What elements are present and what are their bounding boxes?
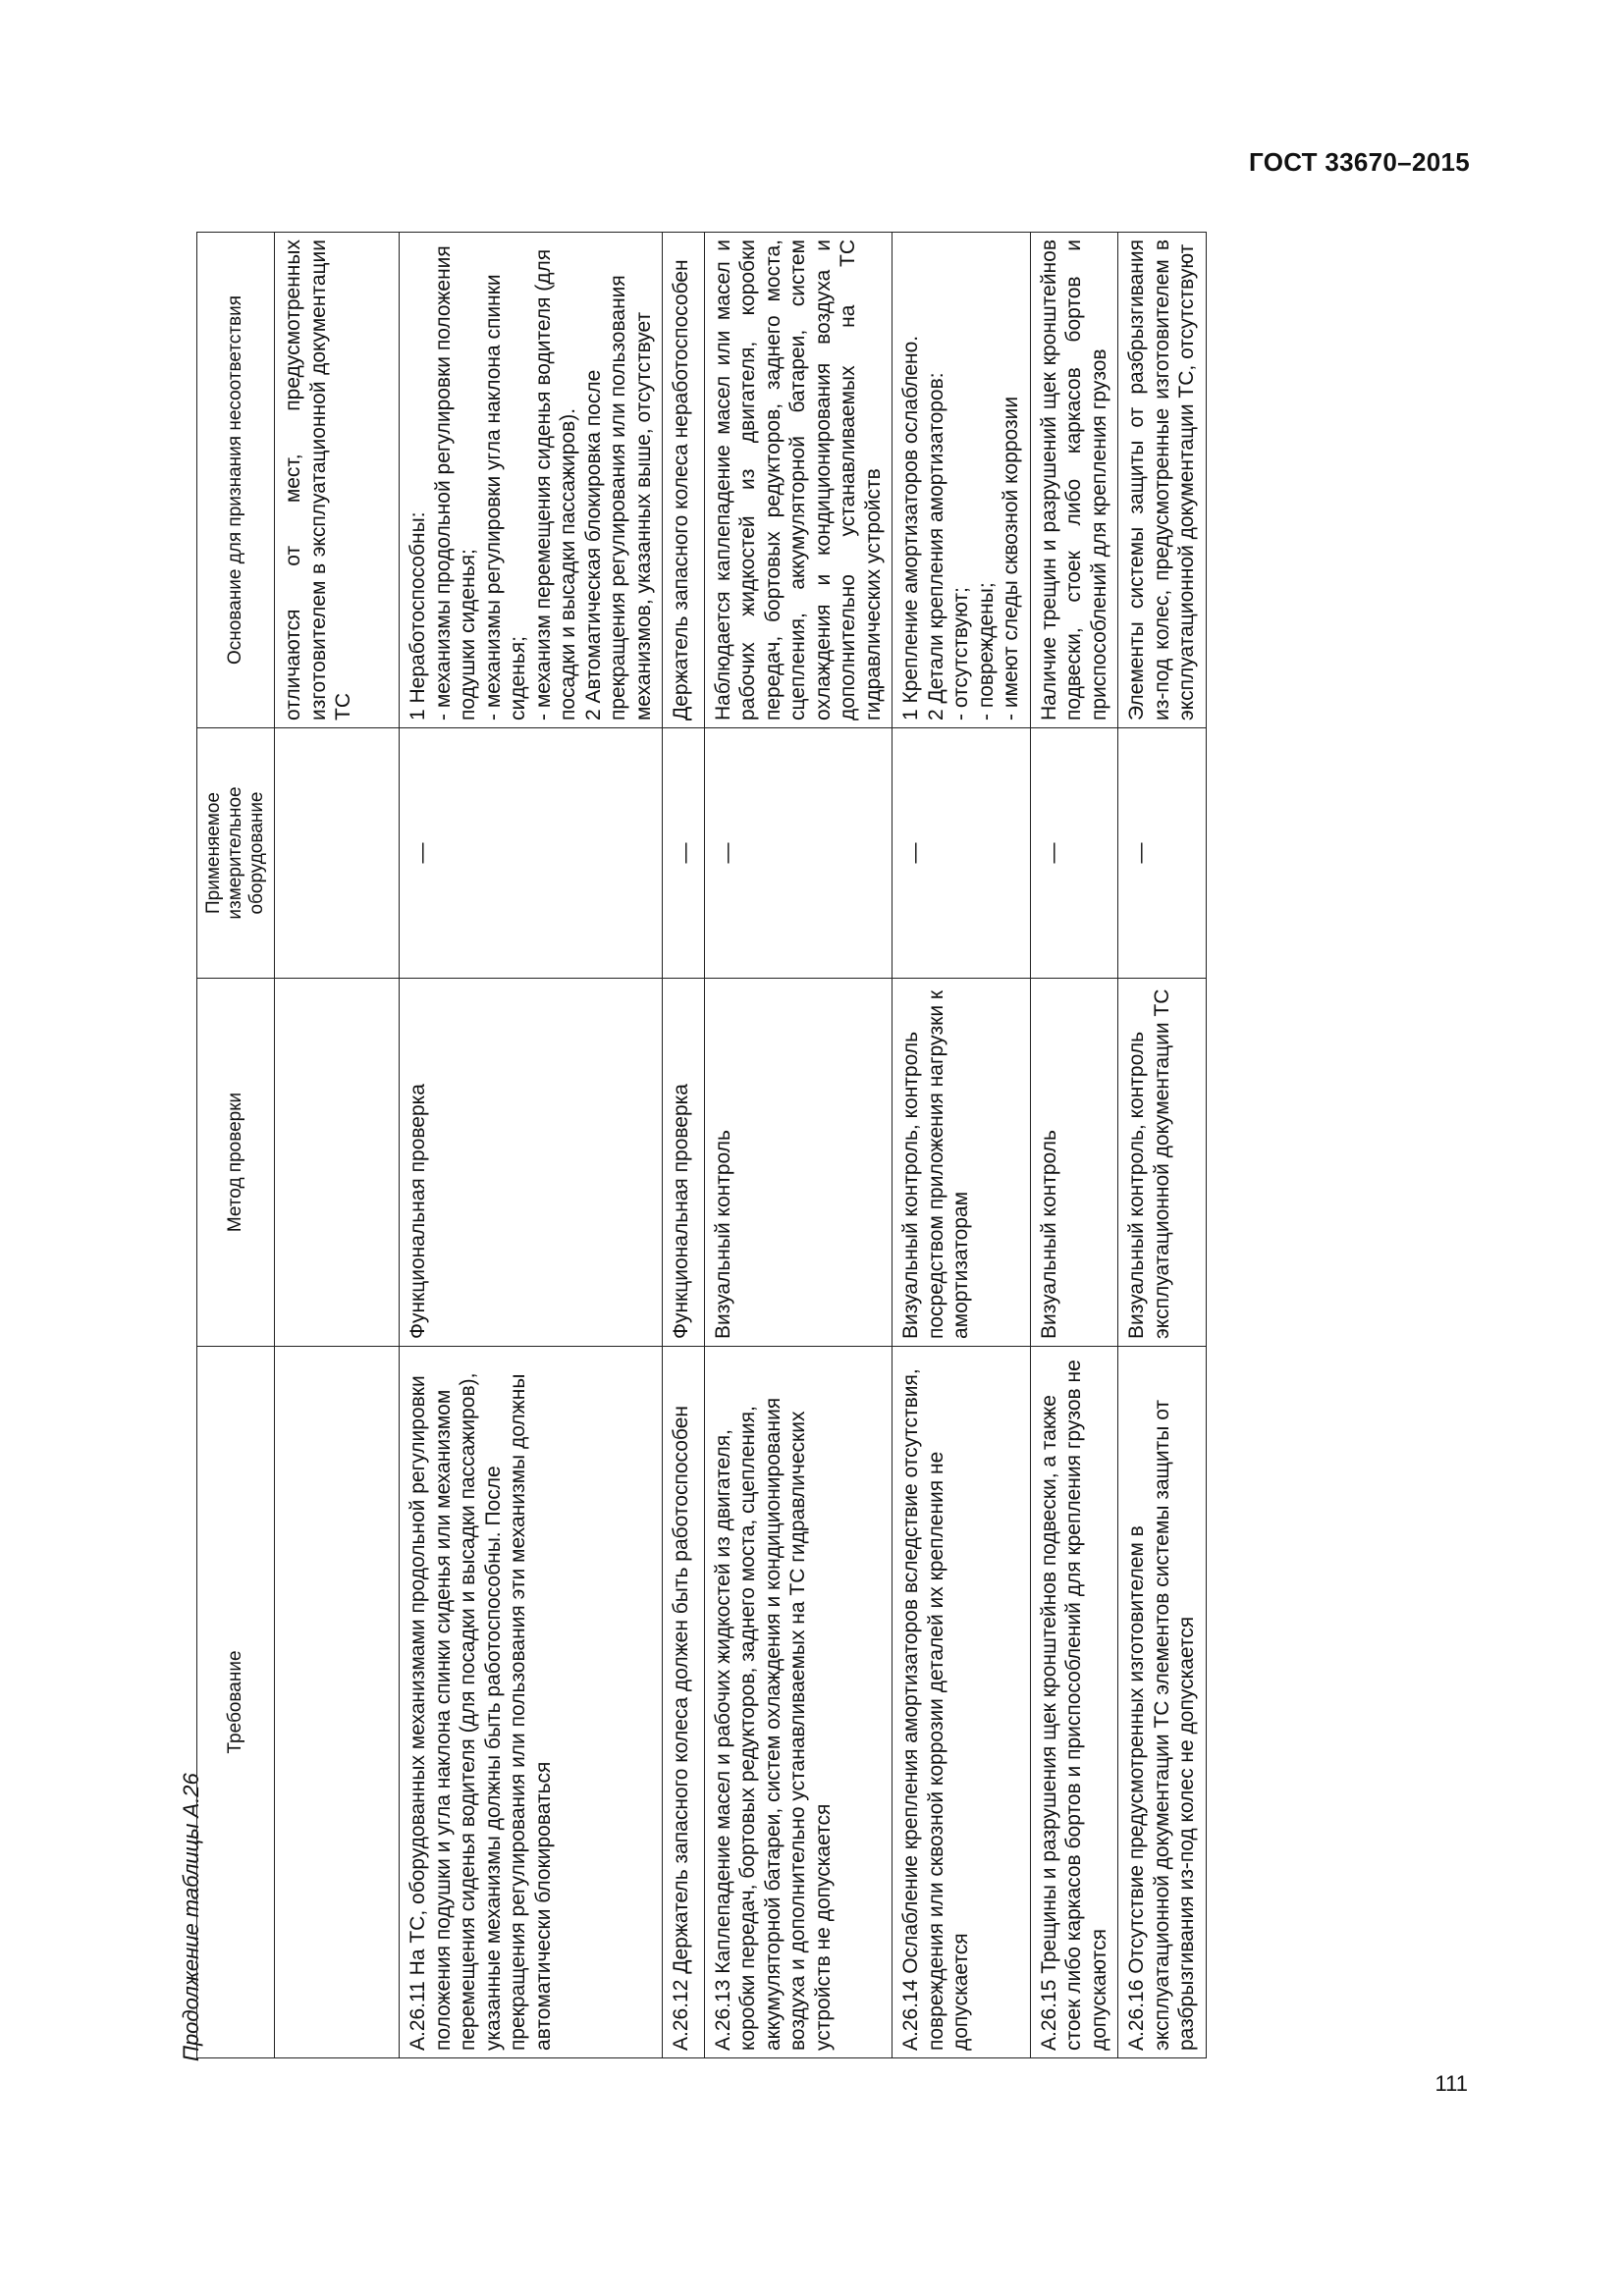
cell-equipment: — [400,728,663,979]
document-header: ГОСТ 33670–2015 [1249,147,1470,177]
cell-equipment: — [663,728,705,979]
cell-basis: Элементы системы защиты от разбрызгивания из-под колес, предусмотренные изготовителем в эксплуатационной документации ТС, отсутствуют [1118,233,1207,728]
column-header-basis: Основание для признания несоответствия [197,233,275,728]
cell-basis: Держатель запасного колеса неработоспособен [663,233,705,728]
cell-equipment: — [1030,728,1118,979]
cell-requirement: А.26.13 Каплепадение масел и рабочих жидкостей из двигателя, коробки передач, бортовых редукторов, заднего моста, сцепления, аккумуляторной батареи, систем охлаждения и кондиционирования воздуха и дополнительно устанавливаемых на ТС гидравлических устройств не допускается [704,1347,893,2058]
table-row [400,233,663,2058]
rotated-table-wrapper [196,233,1468,2058]
cell-basis: Наличие трещин и разрушений щек кронштейнов подвески, стоек либо каркасов бортов и приспособлений для крепления грузов [1030,233,1118,728]
cell-equipment: — [1118,728,1207,979]
cell-method: Функциональная проверка [400,979,663,1347]
requirements-table [196,232,1207,2058]
table-row [704,233,893,2058]
table-caption: Продолжение таблицы А.26 [179,1773,203,2061]
cell-requirement: А.26.14 Ослабление крепления амортизаторов вследствие отсутствия, повреждения или сквозной коррозии деталей их крепления не допускается [893,1347,1031,2058]
table-row [275,233,400,2058]
cell-basis: отличаются от мест, предусмотренных изготовителем в эксплуатационной документации ТС [275,233,400,728]
cell-basis: 1 Крепление амортизаторов ослаблено. 2 Детали крепления амортизаторов: - отсутствуют; - повреждены; - имеют следы сквозной коррозии [893,233,1031,728]
cell-method: Визуальный контроль [1030,979,1118,1347]
cell-method: Визуальный контроль [704,979,893,1347]
cell-basis: 1 Неработоспособны: - механизмы продольной регулировки положения подушки сиденья; - механизмы регулировки угла наклона спинки сиденья; - механизм перемещения сиденья водителя (для посадки и высадки пассажиров). 2 Автоматическая блокировка после прекращения регулирования или пользования механизмов, указанных выше, отсутствует [400,233,663,728]
cell-requirement: А.26.15 Трещины и разрушения щек кронштейнов подвески, а также стоек либо каркасов бортов и приспособлений для крепления грузов не допускаются [1030,1347,1118,2058]
cell-requirement: А.26.12 Держатель запасного колеса должен быть работоспособен [663,1347,705,2058]
cell-equipment: — [893,728,1031,979]
table-row [1030,233,1118,2058]
cell-equipment [275,728,400,979]
cell-requirement: А.26.16 Отсутствие предусмотренных изготовителем в эксплуатационной документации ТС элементов системы защиты от разбрызгивания из-под колес не допускается [1118,1347,1207,2058]
table-row [663,233,705,2058]
table-row [1118,233,1207,2058]
page-number: 111 [1434,2071,1468,2096]
cell-method [275,979,400,1347]
cell-equipment: — [704,728,893,979]
cell-requirement: А.26.11 На ТС, оборудованных механизмами продольной регулировки положения подушки и угла наклона спинки сиденья или механизмом перемещения сиденья водителя (для посадки и высадки пассажиров), указанные механизмы должны быть работоспособны. После прекращения регулирования или пользования эти механизмы должны автоматически блокироваться [400,1347,663,2058]
cell-requirement [275,1347,400,2058]
table-row [893,233,1031,2058]
cell-basis: Наблюдается каплепадение масел или масел и рабочих жидкостей из двигателя, коробки передач, бортовых редукторов, заднего моста, сцепления, аккумуляторной батареи, систем охлаждения и кондиционирования воздуха и дополнительно устанавливаемых на ТС гидравлических устройств [704,233,893,728]
cell-method: Визуальный контроль, контроль посредством приложения нагрузки к амортизаторам [893,979,1031,1347]
cell-method: Визуальный контроль, контроль эксплуатационной документации ТС [1118,979,1207,1347]
column-header-equipment: Применяемое измерительное оборудование [197,728,275,979]
column-header-method: Метод проверки [197,979,275,1347]
table-header-row [197,233,275,2058]
cell-method: Функциональная проверка [663,979,705,1347]
column-header-requirement: Требование [197,1347,275,2058]
